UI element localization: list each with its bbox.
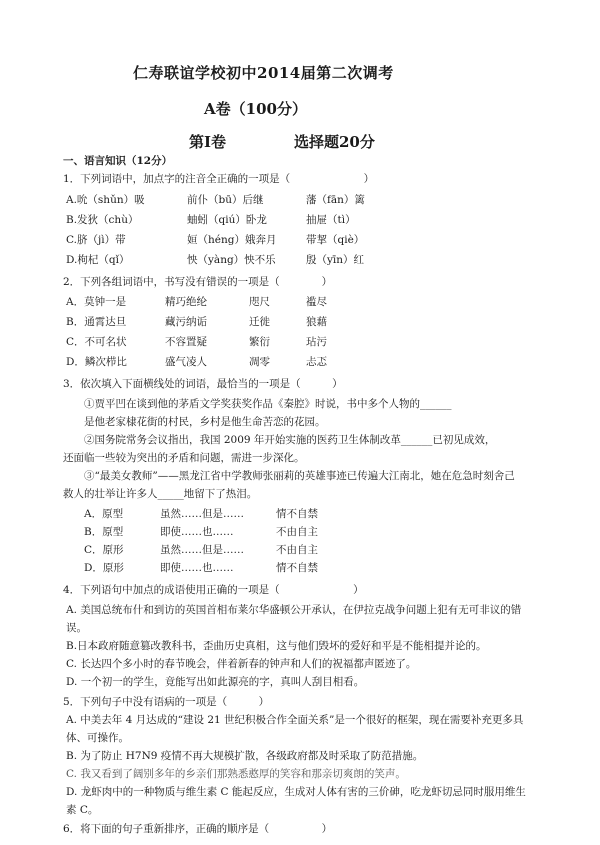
q5-option-a-line1: A. 中美去年 4 月达成的“建设 21 世纪积极合作全面关系”是一个很好的框架，现在需要补充更多具 xyxy=(66,714,524,726)
q5-option-a-line2: 体、可操作。 xyxy=(66,732,129,744)
q4-option-b: B.日本政府随意篡改教科书，歪曲历史真相，这与他们毁坏的爱好和平是不能相提并论的。 xyxy=(66,640,487,652)
q3-option-a-c2: 虽然……但是…… xyxy=(160,508,244,520)
q1-option-b-c2: 蚰蚓（qiú）卧龙 xyxy=(187,214,267,226)
q4-option-d: D. 一个初一的学生，竟能写出如此源亮的字，真叫人刮目相看。 xyxy=(66,676,365,688)
q2-option-d-c2: 盛气凌人 xyxy=(165,356,207,368)
q1-option-d-c3: 殷（yīn）红 xyxy=(306,254,365,266)
q3-stem: 3．依次填入下面横线处的词语，最恰当的一项是（ ） xyxy=(63,378,343,390)
q1-option-b: B.发狄（chù） xyxy=(66,214,139,226)
q3-option-a-c3: 情不自禁 xyxy=(276,508,318,520)
q3-sentence1-line1: ①贾平凹在谈到他的茅盾文学奖获奖作品《秦腔》时说，书中多个人物的______ xyxy=(84,398,452,410)
q3-sentence2-line1: ②国务院常务会议指出，我国 2009 年开始实施的医药卫生体制改革______已初见成效， xyxy=(84,434,496,446)
q1-option-c-c3: 带挈（qiè） xyxy=(306,234,365,246)
q5-stem: 5．下列句子中没有语病的一项是（ ） xyxy=(63,696,270,708)
q3-sentence2-line2: 还面临一些较为突出的矛盾和问题，需进一步深化。 xyxy=(63,452,305,464)
q4-option-a-line2: 误。 xyxy=(66,622,87,634)
q3-option-c-c3: 不由自主 xyxy=(276,544,318,556)
school-title: 仁寿联谊学校初中2014届第二次调考 xyxy=(133,64,394,82)
q2-option-b-c4: 狼藉 xyxy=(306,316,327,328)
q4-stem: 4．下列语句中加点的成语使用正确的一项是（ ） xyxy=(63,584,364,596)
q3-option-d: D．原形 xyxy=(84,562,124,574)
q3-option-b-c2: 即使……也…… xyxy=(160,526,234,538)
q3-option-b: B．原型 xyxy=(84,526,124,538)
q3-option-d-c3: 情不自禁 xyxy=(276,562,318,574)
q5-option-d-line2: 素 C。 xyxy=(66,804,99,816)
q4-option-c: C. 长达四个多小时的春节晚会，伴着新春的钟声和人们的祝福都声匿迹了。 xyxy=(66,658,417,670)
q1-option-d: D.枸杞（qǐ） xyxy=(66,254,130,266)
q2-option-d-c4: 忐忑 xyxy=(306,356,327,368)
q2-option-d-c3: 凋零 xyxy=(249,356,270,368)
q1-option-d-c2: 怏（yàng）怏不乐 xyxy=(187,254,276,266)
q1-option-a: A.吮（shǔn）吸 xyxy=(66,194,145,206)
q2-option-b-c2: 藏污纳诟 xyxy=(165,316,207,328)
part1-heading: 一、语言知识（12分） xyxy=(63,155,173,167)
q1-option-c-c2: 姮（héng）娥奔月 xyxy=(187,234,277,246)
q6-stem: 6．将下面的句子重新排序，正确的顺序是（ ） xyxy=(63,823,333,835)
q2-option-a-c2: 精巧绝纶 xyxy=(165,296,207,308)
q3-option-a: A．原型 xyxy=(84,508,124,520)
q3-sentence3-line2: 救人的壮举让许多人_____地留下了热泪。 xyxy=(63,488,258,500)
q3-option-b-c3: 不由自主 xyxy=(276,526,318,538)
q1-option-b-c3: 抽屉（tì） xyxy=(306,214,356,226)
q2-option-d: D．鳞次栉比 xyxy=(66,356,127,368)
q1-option-a-c3: 藩（fān）篱 xyxy=(306,194,365,206)
q2-stem: 2．下列各组词语中，书写没有错误的一项是（ ） xyxy=(63,276,333,288)
q2-option-a-c3: 咫尺 xyxy=(249,296,270,308)
q1-option-c: C.脐（jì）带 xyxy=(66,234,126,246)
q1-option-a-c2: 前仆（bū）后继 xyxy=(187,194,264,206)
volume-label: A卷（100分） xyxy=(204,100,307,118)
q5-option-c: C. 我又看到了阔别多年的乡亲们那熟悉憨厚的笑容和那亲切爽朗的笑声。 xyxy=(66,768,406,780)
q3-option-c: C．原形 xyxy=(84,544,124,556)
q5-option-b: B. 为了防止 H7N9 疫情不再大规模扩散，各级政府都及时采取了防范措施。 xyxy=(66,750,424,762)
q2-option-b-c3: 迁徙 xyxy=(249,316,270,328)
q3-option-d-c2: 即使……也…… xyxy=(160,562,234,574)
q1-stem: 1．下列词语中，加点字的注音全正确的一项是（ ） xyxy=(63,173,375,185)
q2-option-a: A．莫钟一是 xyxy=(66,296,127,308)
q2-option-b: B．通霄达旦 xyxy=(66,316,127,328)
q2-option-c-c2: 不容置疑 xyxy=(165,336,207,348)
q3-sentence3-line1: ③“最美女教师”——黑龙江省中学教师张丽莉的英雄事迹已传遍大江南北，她在危急时刻舍己 xyxy=(84,470,515,482)
q3-sentence1-line2: 是他老家棣花街的村民，乡村是他生命苦恋的花园。 xyxy=(84,416,326,428)
q2-option-c-c3: 繁衍 xyxy=(249,336,270,348)
q5-option-d-line1: D. 龙虾肉中的一种物质与维生素 C 能起反应，生成对人体有害的三价砷，吃龙虾切忌同时服用维生 xyxy=(66,786,526,798)
section-label: 第Ⅰ卷 xyxy=(189,133,227,151)
q2-option-c-c4: 玷污 xyxy=(306,336,327,348)
q2-option-a-c4: 褴尽 xyxy=(306,296,327,308)
q4-option-a-line1: A. 美国总统布什和到访的英国首相布莱尔华盛顿公开承认，在伊拉克战争问题上犯有无可非议的错 xyxy=(66,604,522,616)
section-type: 选择题20分 xyxy=(294,133,375,151)
q2-option-c: C．不可名状 xyxy=(66,336,127,348)
q3-option-c-c2: 虽然……但是…… xyxy=(160,544,244,556)
